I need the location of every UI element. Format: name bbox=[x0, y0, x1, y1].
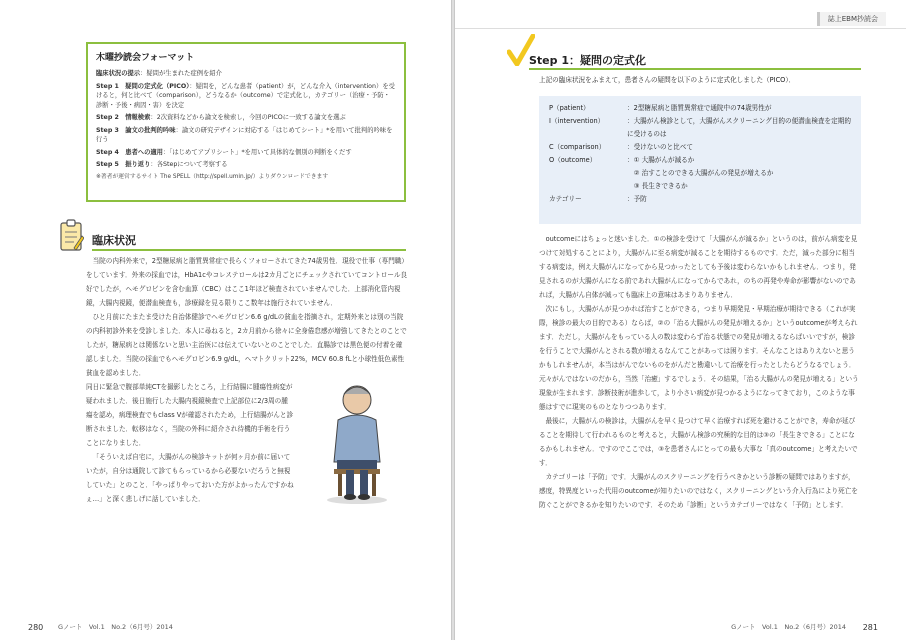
format-row-2: Step 2 情報検索：2次資料などから論文を検索し，今回のPICOに一致する論文を選ぶ bbox=[96, 114, 346, 121]
format-note: ※著者が運営するサイト The SPELL（http://spell.umin.jp/）よりダウンロードできます bbox=[96, 173, 329, 180]
pico-row: カテゴリー ：予防 bbox=[549, 195, 647, 203]
paragraph: 最後に，大腸がんの検診は，大腸がんを早く見つけて早く治療すれば死を避けることができ，寿命が延びることを期待して行われるものと考えると，大腸がん検診の究極的な目的は③の「長生きできる」ことになるかもしれません．ですのでここでは，③を患者さんにとっての最も大事な「真のoutcome」と考えたいです． bbox=[539, 417, 858, 467]
left-page bbox=[0, 0, 451, 640]
pico-row: ③ 長生きできるか bbox=[627, 182, 688, 190]
right-page bbox=[455, 0, 906, 640]
pico-row: O（outcome） ：① 大腸がんが減るか bbox=[549, 156, 695, 164]
pico-box bbox=[539, 96, 861, 224]
format-row-1: Step 1 疑問の定式化（PICO）：疑問を，どんな患者（patient）が，どんな介入（intervention）を受けると，何と比べて（comparison），どうなるか（outcome）で定式化し，カテゴリー（治療・予防・診断・予後・病因・害）を決定 bbox=[96, 82, 395, 109]
paragraph: outcomeにはちょっと迷いました．①の検診を受けて「大腸がんが減るか」というのは，前がん病変を見つけて対処することにより，大腸がんに至る病変が減ることを期待するものです．ただ，減った部分に相当する病変は，例え大腸がんになってから見つかったとしても予後は変わらないかもしれません．つまり，発見されるのが大腸がんになる前であれ大腸がんになってからであれ，のちの再発や寿命が影響がないのであれば，大腸がん自体が減っても臨床上の意味はあまりありません． bbox=[539, 235, 858, 299]
paragraph: 同日に緊急で腹部単純CTを撮影したところ，上行結腸に腫瘍性病変が疑われました．後日施行した大腸内視鏡検査で上記部位に2/3周の腫瘍を認め，病理検査でもclass Vが確認されたため，上行結腸がんと診断されました．転移はなく，当院の外科に紹介され待機的手術を行うことになりました． bbox=[86, 383, 294, 447]
page-number-right: 281 bbox=[862, 623, 878, 632]
pico-row: P（patient） ：2型糖尿病と脂質異常症で通院中の74歳男性が bbox=[549, 104, 772, 112]
footer-left: Gノート Vol.1 No.2（6月号）2014 bbox=[58, 623, 173, 631]
page-number-left: 280 bbox=[28, 623, 44, 632]
header-tab: 誌上EBM抄読会 bbox=[817, 12, 886, 26]
format-box-title: 木曜抄読会フォーマット bbox=[96, 53, 195, 63]
format-row-3: Step 3 論文の批判的吟味：論文の研究デザインに対応する「はじめてシート」*を用いて批判的吟味を行う bbox=[96, 126, 393, 143]
section-title: 臨床状況 bbox=[92, 234, 136, 247]
clinical-text-narrow bbox=[86, 380, 294, 506]
clinical-text-full bbox=[86, 254, 408, 380]
footer-right: Gノート Vol.1 No.2（6月号）2014 bbox=[731, 623, 846, 631]
discussion-text bbox=[539, 232, 861, 512]
format-box bbox=[86, 42, 406, 202]
paragraph: 「そういえば自宅に，大腸がんの検診キットが何ヶ月か前に届いていたが，自分は通院して診てもらっているから必要ないだろうと無視していた」とのこと．「やっぱりやっておいた方がよかったんですかねぇ…」と深く悲しげに話していました． bbox=[86, 453, 294, 503]
step-rule bbox=[529, 68, 861, 70]
section-rule bbox=[92, 249, 406, 251]
clipboard-icon bbox=[58, 218, 84, 252]
pico-row: C（comparison） ：受けないのと比べて bbox=[549, 143, 693, 151]
paragraph: 当院の内科外来で，2型糖尿病と脂質異常症で長らくフォローされてきた74歳男性．現役で仕事（専門職）をしています．外来の採血では，HbA1cやコレステロールは2カ月ごとにチェックされていてコントロール良好でしたが，ヘモグロビンを含む血算（CBC）はここ1年ほど検査されていませんでした．上部消化管内視鏡，大腸内視鏡，便潜血検査も，診療録を見る限りここ数年は施行されていません． bbox=[86, 257, 408, 307]
format-row-5: Step 5 振り返り：各Stepについて考察する bbox=[96, 161, 228, 168]
header-line bbox=[455, 28, 906, 29]
format-row-4: Step 4 患者への適用：「はじめてアプリシート」*を用いて具体的な個別の判断をくだす bbox=[96, 148, 352, 156]
pico-row: ② 治すことのできる大腸がんの発見が増えるか bbox=[627, 169, 774, 177]
format-row-0: 臨床状況の提示：疑問が生まれた症例を紹介 bbox=[96, 70, 222, 77]
paragraph: 次にもし，大腸がんが見つかれば治すことができる，つまり早期発見・早期治療が期待できる（これが実際，検診の最大の目的である）ならば，②の「治る大腸がんの発見が増えるか」というoutcomeが考えられます．ただし，大腸がんをもっている人の数は変わらず治る状態での発見が増えるならばいいですが，検診を行うことで大腸がんとされる数が増えるなんてことがあっては困ります．そんなことはありえないと思うかもしれませんが，本当はがんでないものをがんだと勘違いして治療を行ったとしたらどうなるでしょう．元々がんではないのだから，当然「治癒」するでしょう．その結果，「治る大腸がんの発見が増える」という現象が生まれます．診断技術が進歩して，より小さい病変が見つかるようになってきており，このような事態はすでに現実のものとなりつつあります． bbox=[539, 305, 859, 411]
step-title: Step 1：疑問の定式化 bbox=[529, 54, 646, 67]
patient-illustration bbox=[302, 376, 406, 506]
step-intro: 上記の臨床状況をふまえて，患者さんの疑問を以下のように定式化しました（PICO）． bbox=[539, 76, 796, 84]
paragraph: カテゴリーは「予防」です．大腸がんのスクリーニングを行うべきかという診断の疑問ではありますが，感度，特異度といった代用のoutcomeが知りたいのではなく，スクリーニングという介入行為により死亡を防ぐことができるかを知りたいのです．そのため「診断」というカテゴリーではなく「予防」とします． bbox=[539, 473, 858, 509]
pico-row: I（intervention） ：大腸がん検診として，大腸がんスクリーニング目的の便潜血検査を定期的に受けるのは bbox=[549, 117, 851, 138]
paragraph: ひと月前にたまたま受けた自治体健診でヘモグロビン6.6 g/dLの貧血を指摘され，定期外来とは別の当院の内科初診外来を受診しました．本人に尋ねると，2カ月前から徐々に全身倦怠感が増強してきたとのことでしたが，糖尿病とは関係ないと思い主治医には伝えていないとのことでした．直腸診では黒色便の付着を確認しました．当院の採血でもヘモグロビン6.9 g/dL，ヘマトクリット22%，MCV 60.8 fLと小球性低色素性貧血を認めました． bbox=[86, 313, 407, 377]
